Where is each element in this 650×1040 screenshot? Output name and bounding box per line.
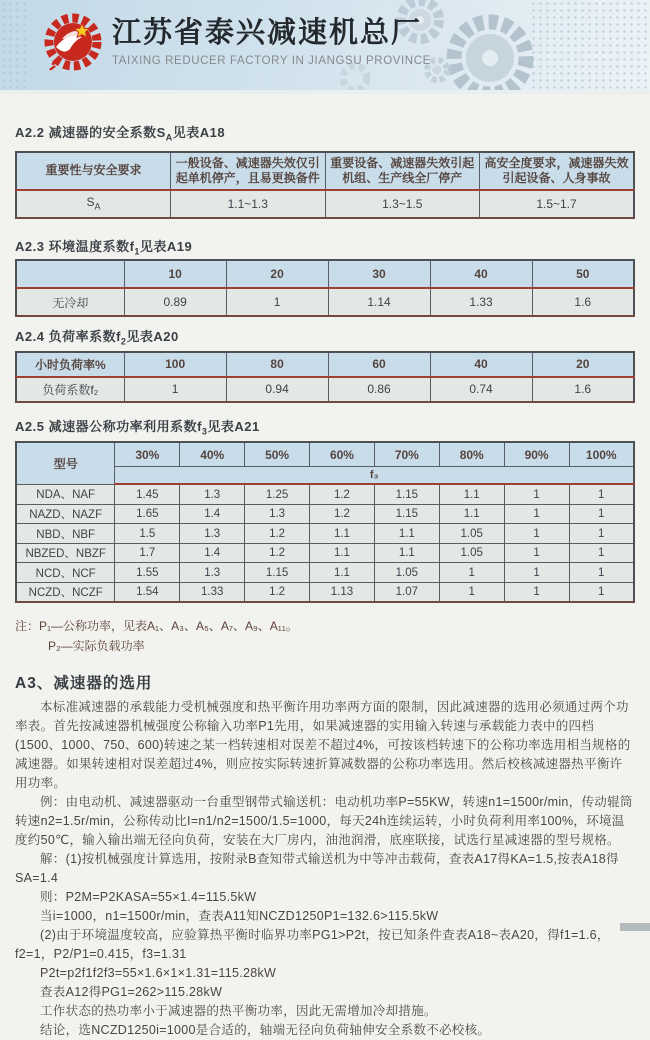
table-row [16, 190, 634, 218]
table-cell: 1.1 [439, 484, 504, 504]
table-cell: 1.07 [374, 582, 439, 602]
table-cell: 1.1 [310, 524, 375, 544]
table-cell: 1.3 [180, 484, 245, 504]
table-cell: 1.7 [115, 543, 180, 563]
factory-title: 江苏省泰兴减速机总厂 [112, 17, 423, 49]
table-cell: NBD、NBF [16, 524, 115, 544]
table-cell: 0.89 [124, 288, 226, 316]
table-cell: 1.33 [180, 582, 245, 602]
body-paragraph: 例：由电动机、减速器驱动一台重型钢带式输送机：电动机功率P=55KW，转速n1=1500r/min，传动辊筒转速n2=1.5r/min，公称传动比I=n1/n2=1500/1.5=1000，每天24h连续运转，小时负荷利用率100%，环境温度约50℃，输入输出端无径向负荷，安装在大厂房内，油池润滑，底座联接，试选行星减速器的型号规格。 [15, 795, 633, 848]
table-row [16, 504, 634, 524]
table-cell: 1.1 [374, 543, 439, 563]
table-a21-power-utilization [15, 441, 635, 603]
table-cell: 1.2 [245, 543, 310, 563]
table-cell: 1.2 [245, 524, 310, 544]
table-cell: 1 [504, 543, 569, 563]
heading-text: A2.5 减速器公称功率利用系数f [15, 418, 202, 434]
table-header-cell: 重要设备、减速器失效引起机组、生产线全厂停产 [325, 152, 480, 190]
table-cell: 1 [504, 524, 569, 544]
table-header-cell: 60% [310, 442, 375, 467]
table-header-cell: 30 [328, 260, 430, 288]
header-titles [112, 16, 431, 67]
note-line: 注：P₁—公称功率，见表A₁、A₃、A₅、A₇、A₉、A₁₁。 [15, 619, 298, 634]
body-paragraph: 本标准减速器的承载能力受机械强度和热平衡许用功率两方面的限制，因此减速器的选用必须通过两个功率表。首先按减速器机械强度公称输入功率P1先用，如果减速器的实用输入转速与承载能力表中的四档(1500、1000、750、600)转速之某一档转速相对误差不超过4%，可按该档转速下的公称功率选用相当规格的减速器。如果转速相对误差超过4%，则应按实际转速折算减数器的公称功率选用。然后校核减速器热平衡许用功率。 [15, 700, 631, 791]
table-cell: 1.1 [310, 543, 375, 563]
factory-logo-icon [42, 11, 104, 77]
table-row [16, 484, 634, 504]
table-cell: 1 [569, 524, 634, 544]
label-text: S [86, 195, 95, 210]
table-cell: 1.1 [374, 524, 439, 544]
table-subheader-cell: f₃ [115, 467, 634, 485]
table-header-cell [16, 260, 124, 288]
selection-guide-text [15, 698, 635, 1040]
table-a18-safety-factor [15, 151, 635, 219]
table-header-cell: 40% [180, 442, 245, 467]
table-row [16, 543, 634, 563]
table-cell: 0.94 [226, 377, 328, 402]
table-cell: 无冷却 [16, 288, 124, 316]
table-cell: 1.5 [115, 524, 180, 544]
table-cell: 1.3~1.5 [325, 190, 480, 218]
table-row [16, 377, 634, 402]
heading-text: A2.4 负荷率系数f [15, 329, 121, 345]
table-cell: 1.2 [245, 582, 310, 602]
table-header-cell: 重要性与安全要求 [16, 152, 171, 190]
heading-text: 见表A21 [207, 418, 260, 434]
table-cell: 1.4 [180, 543, 245, 563]
table-header-cell: 80% [439, 442, 504, 467]
table-cell: 1.2 [310, 484, 375, 504]
table-header-cell: 高安全度要求，减速器失效引起设备、人身事故 [480, 152, 635, 190]
table-header-cell: 40 [430, 352, 532, 377]
halftone-dots-left [0, 0, 26, 90]
table-a20-load-factor [15, 351, 635, 403]
heading-subscript: A [165, 132, 173, 143]
heading-subscript: 3 [201, 426, 208, 437]
table-cell: 0.86 [328, 377, 430, 402]
table-cell: 1 [504, 582, 569, 602]
note-line: P₂—实际负载功率 [48, 639, 145, 654]
table-header-cell: 10 [124, 260, 226, 288]
table-row [16, 288, 634, 316]
body-paragraph: 工作状态的热功率小于减速器的热平衡功率，因此无需增加冷却措施。 [40, 1004, 437, 1019]
table-cell: 1.14 [328, 288, 430, 316]
table-cell: 1.3 [180, 563, 245, 583]
heading-text: 见表A19 [139, 238, 193, 254]
table-header-row [16, 442, 634, 467]
table-cell: 1.6 [532, 288, 634, 316]
table-cell: 1 [569, 484, 634, 504]
table-cell: 1 [569, 582, 634, 602]
table-cell: 1.45 [115, 484, 180, 504]
body-paragraph: (2)由于环境温度较高，应验算热平衡时临界功率PG1>P2t，按已知条件查表A18~表A20，得f1=1.6，f2=1，P2/P1=0.415，f3=1.31 [15, 928, 610, 962]
table-cell: 1.15 [374, 504, 439, 524]
table-cell: 1.13 [310, 582, 375, 602]
table-cell: 1.54 [115, 582, 180, 602]
section-heading-a23 [15, 236, 635, 257]
table-cell: 1 [226, 288, 328, 316]
table-cell: 1 [504, 484, 569, 504]
table-cell: 1.2 [310, 504, 375, 524]
section-heading-a24 [15, 326, 635, 347]
table-cell: 1.3 [245, 504, 310, 524]
table-header-cell: 30% [115, 442, 180, 467]
heading-text: A2.3 环境温度系数f [15, 238, 135, 254]
heading-text: 见表A18 [172, 125, 226, 140]
table-header-cell: 50% [245, 442, 310, 467]
page-content [0, 122, 650, 1040]
table-cell: 1.1 [439, 504, 504, 524]
table-cell: 1 [124, 377, 226, 402]
table-cell: 1.4 [180, 504, 245, 524]
table-cell: 1 [439, 563, 504, 583]
table-header-cell: 70% [374, 442, 439, 467]
table-header-cell: 一般设备、减速器失效仅引起单机停产，且易更换备件 [171, 152, 326, 190]
label-subscript: A [94, 201, 101, 212]
section-heading-a3: A3、减速器的选用 [15, 675, 153, 693]
table-header-cell: 20 [532, 352, 634, 377]
table-cell: 1.25 [245, 484, 310, 504]
page-header [0, 0, 650, 94]
table-a19-temperature-factor [15, 259, 635, 317]
table-header-row [16, 260, 634, 288]
table-note [15, 616, 635, 656]
table-cell: 1 [504, 504, 569, 524]
table-cell: 1.6 [532, 377, 634, 402]
body-paragraph: 则：P2M=P2KASA=55×1.4=115.5kW [40, 890, 257, 905]
factory-subtitle: TAIXING REDUCER FACTORY IN JIANGSU PROVINCE [112, 55, 431, 67]
table-header-cell: 50 [532, 260, 634, 288]
table-row [16, 524, 634, 544]
table-header-row [16, 352, 634, 377]
table-cell: 0.74 [430, 377, 532, 402]
table-cell: 负荷系数f₂ [16, 377, 124, 402]
table-cell: 1.3 [180, 524, 245, 544]
table-header-cell: 100 [124, 352, 226, 377]
table-cell: NDA、NAF [16, 484, 115, 504]
table-header-cell: 40 [430, 260, 532, 288]
heading-subscript: 1 [134, 246, 140, 257]
table-header-cell: 100% [569, 442, 634, 467]
heading-text: 见表A20 [126, 329, 179, 345]
heading-subscript: 2 [120, 336, 127, 347]
table-cell: NCZD、NCZF [16, 582, 115, 602]
table-cell: NBZED、NBZF [16, 543, 115, 563]
table-cell: 1 [504, 563, 569, 583]
table-cell: NCD、NCF [16, 563, 115, 583]
table-header-cell: 60 [328, 352, 430, 377]
table-cell: 1.15 [245, 563, 310, 583]
table-cell: 1.05 [439, 543, 504, 563]
table-cell: 1.5~1.7 [480, 190, 635, 218]
table-header-cell: 20 [226, 260, 328, 288]
table-header-cell: 90% [504, 442, 569, 467]
table-cell: 1.1 [310, 563, 375, 583]
table-cell: 1.05 [374, 563, 439, 583]
table-cell: 1.65 [115, 504, 180, 524]
body-paragraph: 结论，选NCZD1250i=1000是合适的，轴端无径向负荷轴伸安全系数不必校核。 [40, 1023, 491, 1038]
table-header-cell: 80 [226, 352, 328, 377]
section-heading-a25 [15, 416, 635, 437]
table-cell: 1.33 [430, 288, 532, 316]
table-header-row [16, 152, 634, 190]
row-label-cell [16, 190, 171, 218]
page-corner-mark [620, 923, 650, 931]
table-cell: 1.05 [439, 524, 504, 544]
section-heading-a22 [15, 122, 635, 143]
table-cell: 1.1~1.3 [171, 190, 326, 218]
table-header-cell: 小时负荷率% [16, 352, 124, 377]
body-paragraph: 当i=1000，n1=1500r/min，查表A11知NCZD1250P1=132.6>115.5kW [40, 909, 439, 924]
table-cell: 1 [439, 582, 504, 602]
table-cell: 1 [569, 543, 634, 563]
table-row [16, 582, 634, 602]
table-row [16, 563, 634, 583]
table-cell: 1.55 [115, 563, 180, 583]
table-header-cell-model: 型号 [16, 442, 115, 484]
heading-text: A2.2 减速器的安全系数S [15, 125, 166, 140]
body-paragraph: 查表A12得PG1=262>115.28kW [40, 985, 223, 1000]
body-paragraph: P2t=p2f1f2f3=55×1.6×1×1.31=115.28kW [40, 966, 277, 981]
body-paragraph: 解：(1)按机械强度计算选用，按附录B查知带式输送机为中等冲击载荷，查表A17得KA=1.5,按表A18得SA=1.4 [15, 852, 619, 886]
table-cell: 1 [569, 563, 634, 583]
table-cell: 1.15 [374, 484, 439, 504]
table-cell: 1 [569, 504, 634, 524]
table-cell: NAZD、NAZF [16, 504, 115, 524]
